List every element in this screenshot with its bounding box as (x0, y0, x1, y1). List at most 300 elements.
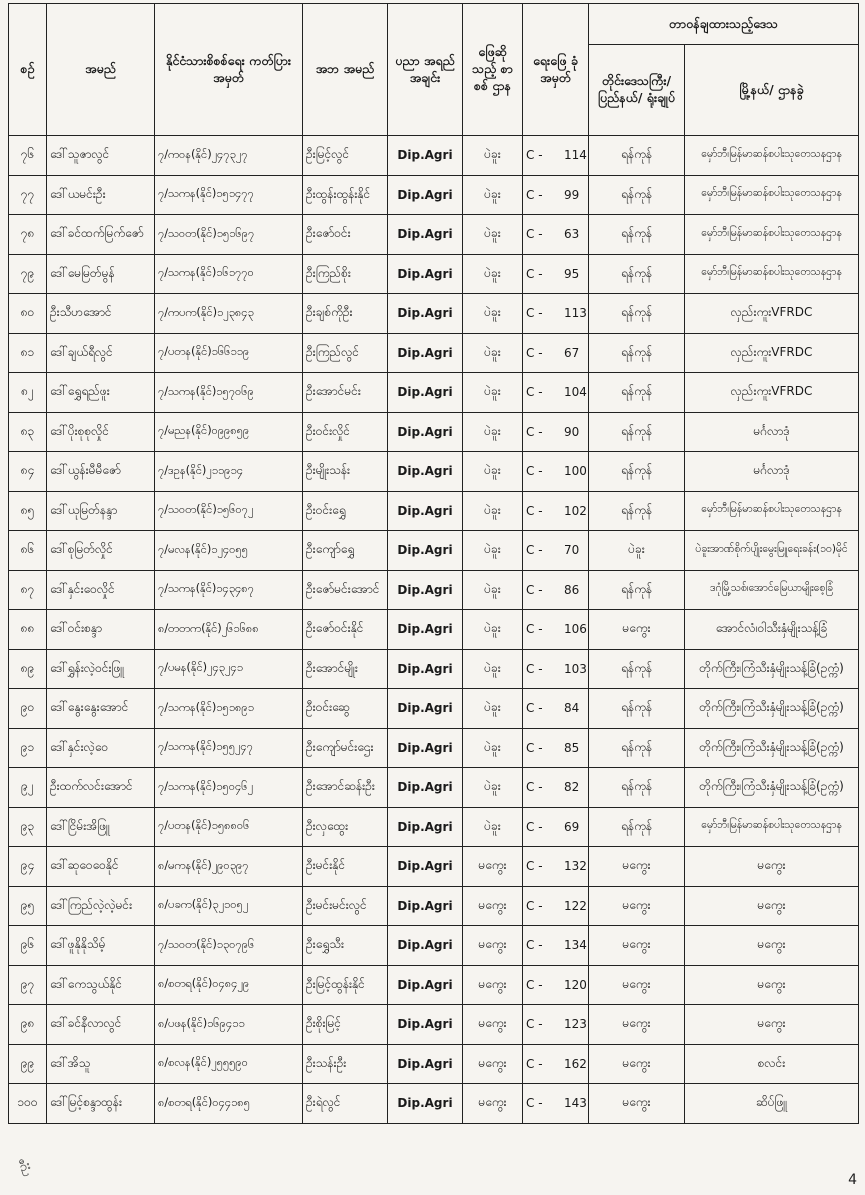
roll-number: 84 (564, 701, 580, 716)
table-row (9, 1005, 859, 1045)
cell-roll (523, 965, 589, 1005)
cell-township: ဆိပ်ဖြူ (685, 1084, 859, 1124)
cell-no: ၉၂ (9, 768, 47, 808)
cell-no: ၉၆ (9, 926, 47, 966)
roll-prefix: C - (526, 622, 543, 637)
roll-number: 82 (564, 780, 580, 795)
cell-name: ဒေါ်အိသူ (47, 1044, 155, 1084)
cell-exam-center: ပဲခူး (463, 768, 523, 808)
cell-education: Dip.Agri (388, 215, 463, 255)
cell-region: ရန်ကုန် (589, 136, 685, 176)
cell-region: ရန်ကုန် (589, 215, 685, 255)
cell-township: ဒဂုံမြို့သစ်၊အောင်မြေယာမျိုးစေ့ခြံ (685, 570, 859, 610)
cell-roll (523, 728, 589, 768)
table-row (9, 728, 859, 768)
table-row (9, 1044, 859, 1084)
cell-township: မှော်ဘီ၊မြန်မာဆန်စပါးသုတေသနဌာန (685, 175, 859, 215)
header-no: စဉ် (9, 4, 47, 136)
roll-prefix: C - (526, 819, 543, 834)
cell-exam-center: ပဲခူး (463, 175, 523, 215)
cell-township: မကွေး (685, 965, 859, 1005)
table-body (9, 136, 859, 1124)
cell-no: ၉၃ (9, 807, 47, 847)
cell-exam-center: ပဲခူး (463, 412, 523, 452)
cell-no: ၈၇ (9, 570, 47, 610)
cell-father: ဦးမင်းမင်းလွင် (303, 886, 388, 926)
roll-number: 86 (564, 582, 580, 597)
cell-roll (523, 649, 589, 689)
cell-father: ဦးမျိုးသန်း (303, 452, 388, 492)
cell-nrc: ၇/သကန(နိုင်)၁၅၁၈၉၁ (155, 689, 303, 729)
roll-number: 99 (564, 187, 580, 202)
cell-name: ဦးသီဟအောင် (47, 294, 155, 334)
cell-name: ဒေါ်စုမြတ်လှိုင် (47, 531, 155, 571)
cell-no: ၈၁ (9, 333, 47, 373)
cell-no: ၉၇ (9, 965, 47, 1005)
cell-father: ဦးကျော်မင်းဌေး (303, 728, 388, 768)
cell-name: ဒေါ်ငြိမ်းအိဖြူ (47, 807, 155, 847)
cell-name: ဒေါ်ကေသွယ်နိုင် (47, 965, 155, 1005)
signature-mark: ဦး (17, 1157, 33, 1176)
cell-exam-center: ပဲခူး (463, 807, 523, 847)
roll-prefix: C - (526, 661, 543, 676)
cell-name: ဒေါ်ရွှေရည်ဖူး (47, 373, 155, 413)
cell-region: မကွေး (589, 965, 685, 1005)
cell-name: ဒေါ်နှင်းဝေလှိုင် (47, 570, 155, 610)
cell-no: ၈၂ (9, 373, 47, 413)
cell-father: ဦးဝင်းဆွေ (303, 689, 388, 729)
roll-prefix: C - (526, 227, 543, 242)
cell-roll (523, 610, 589, 650)
roll-number: 104 (564, 385, 587, 400)
cell-father: ဦးသန်းဦး (303, 1044, 388, 1084)
cell-father: ဦးစိုးမြင့် (303, 1005, 388, 1045)
header-assignment: တာဝန်ချထားသည့်ဒေသ (589, 4, 859, 45)
cell-name: ဒေါ်နှင်းလဲ့ဝေ (47, 728, 155, 768)
cell-roll (523, 847, 589, 887)
cell-father: ဦးရဲလွင် (303, 1084, 388, 1124)
cell-nrc: ၇/သဝတ(နိုင်)၁၅၁၆၉၇ (155, 215, 303, 255)
cell-exam-center: ပဲခူး (463, 294, 523, 334)
roll-number: 85 (564, 740, 580, 755)
table-row (9, 847, 859, 887)
cell-no: ၈၄ (9, 452, 47, 492)
cell-region: ပဲခူး (589, 531, 685, 571)
cell-township: စလင်း (685, 1044, 859, 1084)
cell-name: ဒေါ်ယုမြတ်နန္ဒာ (47, 491, 155, 531)
cell-township: မကွေး (685, 1005, 859, 1045)
roll-prefix: C - (526, 187, 543, 202)
cell-nrc: ၇/ပတန(နိုင်)၁၆၆၁၁၉ (155, 333, 303, 373)
cell-no: ၇၆ (9, 136, 47, 176)
cell-education: Dip.Agri (388, 412, 463, 452)
table-row (9, 373, 859, 413)
table-row (9, 452, 859, 492)
roll-number: 70 (564, 543, 580, 558)
cell-nrc: ၈/စတရ(နိုင်)၀၄၈၄၂၉ (155, 965, 303, 1005)
table-row (9, 965, 859, 1005)
cell-father: ဦးအောင်မျိုး (303, 649, 388, 689)
header-roll: ရေးဖြေ ခုံအမှတ် (523, 4, 589, 136)
table-row (9, 215, 859, 255)
roll-number: 134 (564, 938, 587, 953)
cell-region: ရန်ကုန် (589, 807, 685, 847)
cell-education: Dip.Agri (388, 175, 463, 215)
cell-father: ဦးမြင့်ထွန်းနိုင် (303, 965, 388, 1005)
cell-education: Dip.Agri (388, 926, 463, 966)
cell-name: ဒေါ်နွေးနွေးအောင် (47, 689, 155, 729)
cell-region: ရန်ကုန် (589, 728, 685, 768)
cell-nrc: ၈/ပဖန(နိုင်)၁၆၉၄၁၁ (155, 1005, 303, 1045)
cell-education: Dip.Agri (388, 491, 463, 531)
cell-township: လှည်းကူးVFRDC (685, 333, 859, 373)
cell-region: မကွေး (589, 610, 685, 650)
cell-nrc: ၇/သကန(နိုင်)၁၆၁၇၇၀ (155, 254, 303, 294)
cell-township: မှော်ဘီ၊မြန်မာဆန်စပါးသုတေသနဌာန (685, 491, 859, 531)
cell-roll (523, 1084, 589, 1124)
table-row (9, 254, 859, 294)
cell-education: Dip.Agri (388, 610, 463, 650)
cell-region: မကွေး (589, 886, 685, 926)
cell-nrc: ၈/ပခက(နိုင်)၃၂၁၀၅၂ (155, 886, 303, 926)
cell-township: လှည်းကူးVFRDC (685, 373, 859, 413)
cell-father: ဦးအောင်ဆန်းဦး (303, 768, 388, 808)
assignment-table (8, 3, 859, 1124)
table-row (9, 768, 859, 808)
roll-number: 113 (564, 306, 587, 321)
cell-township: မှော်ဘီ၊မြန်မာဆန်စပါးသုတေသနဌာန (685, 136, 859, 176)
cell-nrc: ၇/သကန(နိုင်)၁၅၅၂၄၇ (155, 728, 303, 768)
cell-exam-center: ပဲခူး (463, 491, 523, 531)
cell-roll (523, 215, 589, 255)
cell-exam-center: ပဲခူး (463, 254, 523, 294)
roll-prefix: C - (526, 740, 543, 755)
cell-nrc: ၇/သဝတ(နိုင်)၁၅၆၀၇၂ (155, 491, 303, 531)
cell-region: မကွေး (589, 1084, 685, 1124)
roll-prefix: C - (526, 977, 543, 992)
cell-township: တိုက်ကြီး၊ကြံသီးနှံမျိုးသန့်ခြံ(ဥက္ကံ) (685, 689, 859, 729)
roll-prefix: C - (526, 424, 543, 439)
cell-township: အောင်လံ၊ဝါသီးနှံမျိုးသန့်ခြံ (685, 610, 859, 650)
cell-education: Dip.Agri (388, 847, 463, 887)
cell-father: ဦးမြင့်လွင် (303, 136, 388, 176)
table-row (9, 610, 859, 650)
cell-no: ၉၁ (9, 728, 47, 768)
roll-prefix: C - (526, 780, 543, 795)
cell-no: ၇၇ (9, 175, 47, 215)
cell-education: Dip.Agri (388, 333, 463, 373)
cell-roll (523, 768, 589, 808)
cell-region: ရန်ကုန် (589, 491, 685, 531)
cell-region: မကွေး (589, 1044, 685, 1084)
cell-education: Dip.Agri (388, 649, 463, 689)
cell-nrc: ၇/ဒဥန(နိုင်)၂၁၁၉၁၄ (155, 452, 303, 492)
cell-region: ရန်ကုန် (589, 570, 685, 610)
cell-name: ဒေါ်မြင့်စန္ဒာထွန်း (47, 1084, 155, 1124)
cell-name: ဒေါ်ခင်ထက်မြက်ဇော် (47, 215, 155, 255)
header-exam-center: ဖြေဆို သည့် စာစစ် ဌာန (463, 4, 523, 136)
cell-no: ၉၉ (9, 1044, 47, 1084)
cell-roll (523, 175, 589, 215)
cell-father: ဦးလှထွေး (303, 807, 388, 847)
cell-roll (523, 333, 589, 373)
cell-exam-center: မကွေး (463, 847, 523, 887)
cell-township: တိုက်ကြီး၊ကြံသီးနှံမျိုးသန့်ခြံ(ဥက္ကံ) (685, 768, 859, 808)
cell-no: ၈၀ (9, 294, 47, 334)
cell-region: ရန်ကုန် (589, 452, 685, 492)
table-row (9, 531, 859, 571)
cell-no: ၈၉ (9, 649, 47, 689)
cell-nrc: ၇/ပတန(နိုင်)၁၅၈၈၀၆ (155, 807, 303, 847)
cell-no: ၉၄ (9, 847, 47, 887)
cell-name: ဒေါ်ယွန်းမီမီဇော် (47, 452, 155, 492)
cell-nrc: ၇/သကန(နိုင်)၁၅၁၄၇၇ (155, 175, 303, 215)
cell-nrc: ၇/သကန(နိုင်)၁၅၇၀၆၉ (155, 373, 303, 413)
roll-prefix: C - (526, 1096, 543, 1111)
cell-name: ဒေါ်ကြည်လဲ့လဲ့မင်း (47, 886, 155, 926)
cell-name: ဒေါ်ဆုဝေဝေနိုင် (47, 847, 155, 887)
roll-prefix: C - (526, 266, 543, 281)
roll-number: 69 (564, 819, 580, 834)
roll-prefix: C - (526, 148, 543, 163)
cell-name: ဒေါ်ရွှန်းလဲ့ဝင်းဖြူ (47, 649, 155, 689)
cell-education: Dip.Agri (388, 1005, 463, 1045)
cell-roll (523, 689, 589, 729)
roll-prefix: C - (526, 859, 543, 874)
cell-education: Dip.Agri (388, 768, 463, 808)
cell-nrc: ၇/ကဝန(နိုင်)၂၄၇၃၂၇ (155, 136, 303, 176)
cell-father: ဦးဇော်မင်းအောင် (303, 570, 388, 610)
cell-roll (523, 926, 589, 966)
cell-exam-center: ပဲခူး (463, 373, 523, 413)
cell-region: ရန်ကုန် (589, 412, 685, 452)
cell-township: မကွေး (685, 886, 859, 926)
cell-roll (523, 1005, 589, 1045)
cell-education: Dip.Agri (388, 965, 463, 1005)
cell-region: ရန်ကုန် (589, 333, 685, 373)
cell-township: လှည်းကူးVFRDC (685, 294, 859, 334)
cell-nrc: ၈/မကန(နိုင်)၂၉၀၃၉၇ (155, 847, 303, 887)
roll-prefix: C - (526, 345, 543, 360)
cell-roll (523, 807, 589, 847)
cell-exam-center: ပဲခူး (463, 452, 523, 492)
cell-exam-center: မကွေး (463, 1005, 523, 1045)
roll-number: 114 (564, 148, 587, 163)
roll-prefix: C - (526, 503, 543, 518)
cell-education: Dip.Agri (388, 570, 463, 610)
cell-no: ၈၈ (9, 610, 47, 650)
cell-township: မင်္ဂလာဒုံ (685, 452, 859, 492)
table-row (9, 570, 859, 610)
cell-roll (523, 886, 589, 926)
cell-township: မှော်ဘီ၊မြန်မာဆန်စပါးသုတေသနဌာန (685, 807, 859, 847)
roll-number: 103 (564, 661, 587, 676)
header-father: အဘ အမည် (303, 4, 388, 136)
cell-education: Dip.Agri (388, 1044, 463, 1084)
roll-number: 100 (564, 464, 587, 479)
cell-township: မှော်ဘီ၊မြန်မာဆန်စပါးသုတေသနဌာန (685, 215, 859, 255)
cell-township: မှော်ဘီ၊မြန်မာဆန်စပါးသုတေသနဌာန (685, 254, 859, 294)
cell-township: မင်္ဂလာဒုံ (685, 412, 859, 452)
cell-nrc: ၈/တတက(နိုင်)၂၆၁၆၈၈ (155, 610, 303, 650)
cell-father: ဦးအောင်မင်း (303, 373, 388, 413)
table-row (9, 136, 859, 176)
header-name: အမည် (47, 4, 155, 136)
cell-nrc: ၇/မညန(နိုင်)၀၉၉၈၅၉ (155, 412, 303, 452)
cell-father: ဦးဇော်ဝင်း (303, 215, 388, 255)
cell-township: တိုက်ကြီး၊ကြံသီးနှံမျိုးသန့်ခြံ(ဥက္ကံ) (685, 728, 859, 768)
roll-number: 63 (564, 227, 580, 242)
cell-father: ဦးဝင်းရွှေ (303, 491, 388, 531)
cell-name: ဒေါ်သူဇာလွင် (47, 136, 155, 176)
roll-number: 132 (564, 859, 587, 874)
roll-prefix: C - (526, 543, 543, 558)
table-row (9, 689, 859, 729)
cell-education: Dip.Agri (388, 531, 463, 571)
cell-region: ရန်ကုန် (589, 649, 685, 689)
cell-father: ဦးကြည်စိုး (303, 254, 388, 294)
cell-roll (523, 294, 589, 334)
roll-prefix: C - (526, 306, 543, 321)
cell-no: ၉၈ (9, 1005, 47, 1045)
cell-nrc: ၇/သဝတ(နိုင်)၁၃၀၇၉၆ (155, 926, 303, 966)
cell-roll (523, 136, 589, 176)
roll-prefix: C - (526, 898, 543, 913)
cell-education: Dip.Agri (388, 1084, 463, 1124)
header-education: ပညာ အရည် အချင်း (388, 4, 463, 136)
cell-education: Dip.Agri (388, 728, 463, 768)
cell-exam-center: မကွေး (463, 965, 523, 1005)
cell-region: ရန်ကုန် (589, 689, 685, 729)
cell-nrc: ၈/စလန(နိုင်)၂၅၅၅၉၀ (155, 1044, 303, 1084)
cell-name: ဒေါ်ချယ်ရီလွင် (47, 333, 155, 373)
header-township: မြို့နယ်/ ဌာနခွဲ (685, 45, 859, 136)
roll-prefix: C - (526, 385, 543, 400)
cell-nrc: ၇/ပမန(နိုင်)၂၄၃၂၄၁ (155, 649, 303, 689)
cell-no: ၁၀၀ (9, 1084, 47, 1124)
cell-roll (523, 254, 589, 294)
cell-education: Dip.Agri (388, 689, 463, 729)
roll-number: 143 (564, 1096, 587, 1111)
cell-township: ပဲခူးအာဏ်စိုက်ပျိုးမွေးမြူရေးခန်း(၁၀)မိုင် (685, 531, 859, 571)
cell-name: ဒေါ်မေမြတ်မွန် (47, 254, 155, 294)
cell-father: ဦးကျော်ရွှေ (303, 531, 388, 571)
header-row (9, 4, 859, 45)
table-row (9, 491, 859, 531)
cell-roll (523, 531, 589, 571)
roll-number: 122 (564, 898, 587, 913)
cell-roll (523, 452, 589, 492)
cell-name: ဒေါ်ဖူနိုနိုသိမ့် (47, 926, 155, 966)
cell-roll (523, 1044, 589, 1084)
table-row (9, 1084, 859, 1124)
cell-education: Dip.Agri (388, 373, 463, 413)
roll-number: 90 (564, 424, 580, 439)
page-number: 4 (848, 1172, 857, 1188)
roll-number: 67 (564, 345, 580, 360)
cell-region: မကွေး (589, 1005, 685, 1045)
cell-name: ဒေါ်ခင်နီလာလွင် (47, 1005, 155, 1045)
cell-no: ၉၀ (9, 689, 47, 729)
roll-prefix: C - (526, 938, 543, 953)
cell-region: ရန်ကုန် (589, 373, 685, 413)
cell-township: မကွေး (685, 926, 859, 966)
cell-roll (523, 373, 589, 413)
cell-no: ၈၃ (9, 412, 47, 452)
roll-number: 106 (564, 622, 587, 637)
cell-father: ဦးချစ်ကိုဦး (303, 294, 388, 334)
cell-education: Dip.Agri (388, 254, 463, 294)
cell-township: တိုက်ကြီး၊ကြံသီးနှံမျိုးသန့်ခြံ(ဥက္ကံ) (685, 649, 859, 689)
cell-name: ဒေါ်ယမင်းဦး (47, 175, 155, 215)
roll-number: 120 (564, 977, 587, 992)
cell-father: ဦးရွှေသီး (303, 926, 388, 966)
cell-no: ၇၉ (9, 254, 47, 294)
roll-prefix: C - (526, 1056, 543, 1071)
cell-father: ဦးထွန်းထွန်းနိုင် (303, 175, 388, 215)
cell-education: Dip.Agri (388, 294, 463, 334)
table-row (9, 649, 859, 689)
roll-number: 95 (564, 266, 580, 281)
roll-prefix: C - (526, 464, 543, 479)
cell-exam-center: ပဲခူး (463, 215, 523, 255)
cell-exam-center: ပဲခူး (463, 649, 523, 689)
cell-exam-center: မကွေး (463, 926, 523, 966)
cell-exam-center: မကွေး (463, 1044, 523, 1084)
cell-roll (523, 412, 589, 452)
roll-number: 123 (564, 1017, 587, 1032)
cell-name: ဦးထက်လင်းအောင် (47, 768, 155, 808)
header-region: တိုင်းဒေသကြီး/ ပြည်နယ်/ ရုံးချုပ် (589, 45, 685, 136)
table-row (9, 294, 859, 334)
cell-exam-center: ပဲခူး (463, 570, 523, 610)
cell-region: ရန်ကုန် (589, 294, 685, 334)
cell-exam-center: ပဲခူး (463, 689, 523, 729)
cell-no: ၈၅ (9, 491, 47, 531)
cell-education: Dip.Agri (388, 136, 463, 176)
table-row (9, 886, 859, 926)
cell-roll (523, 570, 589, 610)
cell-name: ဒေါ်ဝင်းစန္ဒာ (47, 610, 155, 650)
cell-father: ဦးကြည်လွင် (303, 333, 388, 373)
roll-prefix: C - (526, 1017, 543, 1032)
cell-roll (523, 491, 589, 531)
cell-exam-center: မကွေး (463, 886, 523, 926)
cell-region: မကွေး (589, 847, 685, 887)
cell-exam-center: ပဲခူး (463, 333, 523, 373)
cell-region: ရန်ကုန် (589, 768, 685, 808)
table-row (9, 175, 859, 215)
table-row (9, 412, 859, 452)
cell-nrc: ၇/ကပက(နိုင်)၁၂၃၈၄၃ (155, 294, 303, 334)
cell-nrc: ၈/စတရ(နိုင်)၀၄၄၁၈၅ (155, 1084, 303, 1124)
table-row (9, 926, 859, 966)
cell-exam-center: ပဲခူး (463, 728, 523, 768)
cell-father: ဦးမင်းနိုင် (303, 847, 388, 887)
cell-father: ဦးဇော်ဝင်းနိုင် (303, 610, 388, 650)
cell-nrc: ၇/မလန(နိုင်)၁၂၄၀၅၅ (155, 531, 303, 571)
cell-name: ဒေါ်ပိုးစုစုလှိုင် (47, 412, 155, 452)
cell-exam-center: ပဲခူး (463, 610, 523, 650)
cell-education: Dip.Agri (388, 886, 463, 926)
cell-father: ဦးဝင်းလှိုင် (303, 412, 388, 452)
cell-township: မကွေး (685, 847, 859, 887)
cell-region: ရန်ကုန် (589, 175, 685, 215)
cell-no: ၇၈ (9, 215, 47, 255)
header-nrc: နိုင်ငံသားစိစစ်ရေး ကတ်ပြားအမှတ် (155, 4, 303, 136)
table-row (9, 333, 859, 373)
cell-education: Dip.Agri (388, 452, 463, 492)
